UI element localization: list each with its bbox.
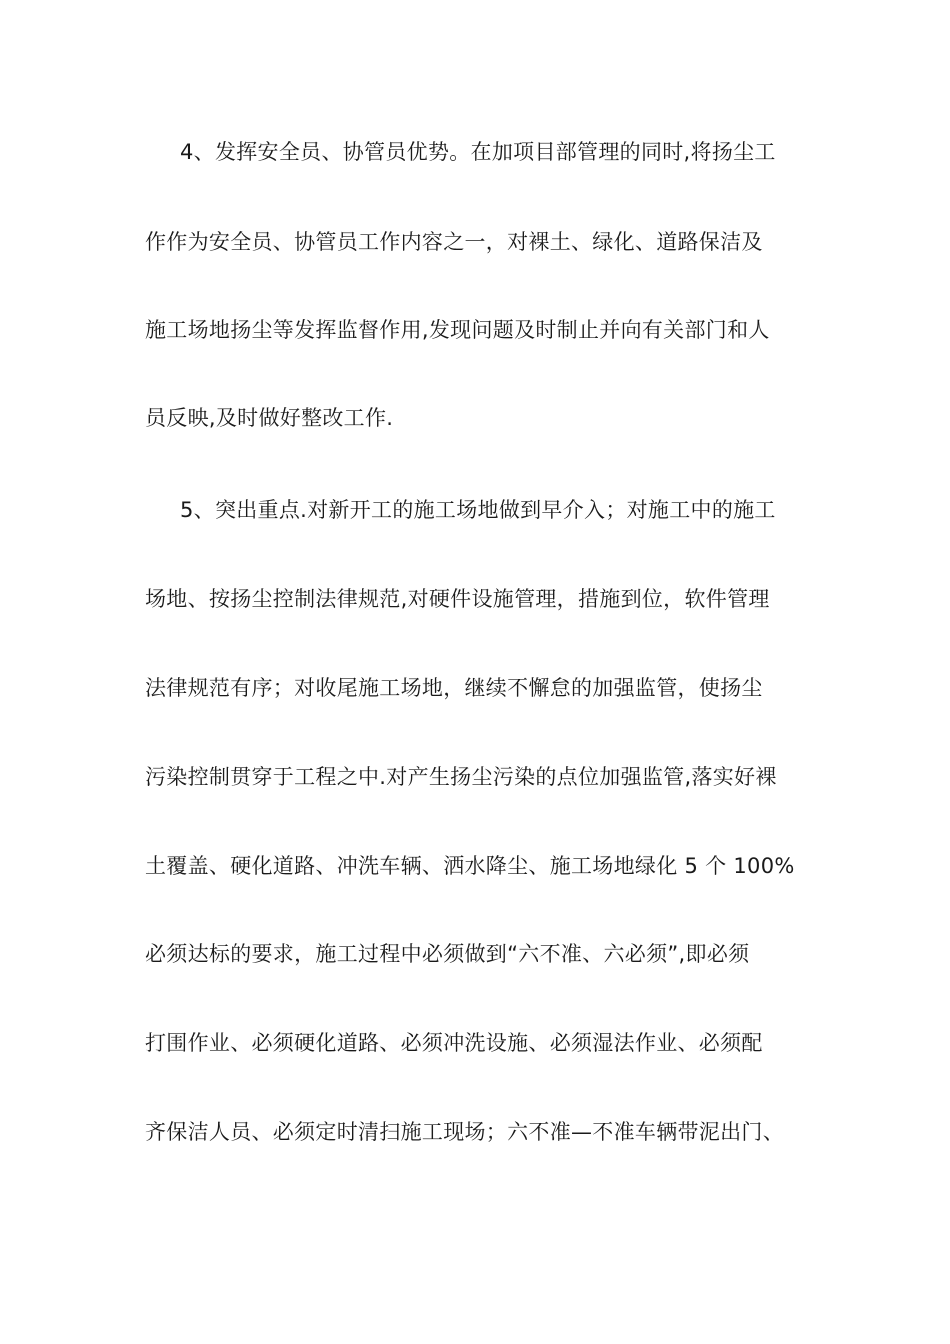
paragraph-5-line-8: 齐保洁人员、必须定时清扫施工现场；六不准—不准车辆带泥出门、 [145, 1120, 784, 1144]
paragraph-5-line-4: 污染控制贯穿于工程之中.对产生扬尘污染的点位加强监管,落实好裸 [145, 765, 777, 789]
paragraph-5-line-6: 必须达标的要求，施工过程中必须做到“六不准、六必须”,即必须 [145, 942, 750, 966]
paragraph-5-line-3: 法律规范有序；对收尾施工场地，继续不懈怠的加强监管，使扬尘 [145, 676, 763, 700]
paragraph-5-line-1: 5、突出重点.对新开工的施工场地做到早介入；对施工中的施工 [180, 498, 776, 522]
paragraph-5-line-2: 场地、按扬尘控制法律规范,对硬件设施管理，措施到位，软件管理 [145, 587, 770, 611]
paragraph-4-line-4: 员反映,及时做好整改工作. [145, 406, 394, 430]
paragraph-5-line-5: 土覆盖、硬化道路、冲洗车辆、洒水降尘、施工场地绿化 5 个 100% [145, 854, 795, 878]
paragraph-4-line-2: 作作为安全员、协管员工作内容之一，对裸土、绿化、道路保洁及 [145, 230, 763, 254]
paragraph-4-line-1: 4、发挥安全员、协管员优势。在加项目部管理的同时,将扬尘工 [180, 140, 776, 164]
paragraph-4-line-3: 施工场地扬尘等发挥监督作用,发现问题及时制止并向有关部门和人 [145, 318, 770, 342]
paragraph-5-line-7: 打围作业、必须硬化道路、必须冲洗设施、必须湿法作业、必须配 [145, 1031, 763, 1055]
